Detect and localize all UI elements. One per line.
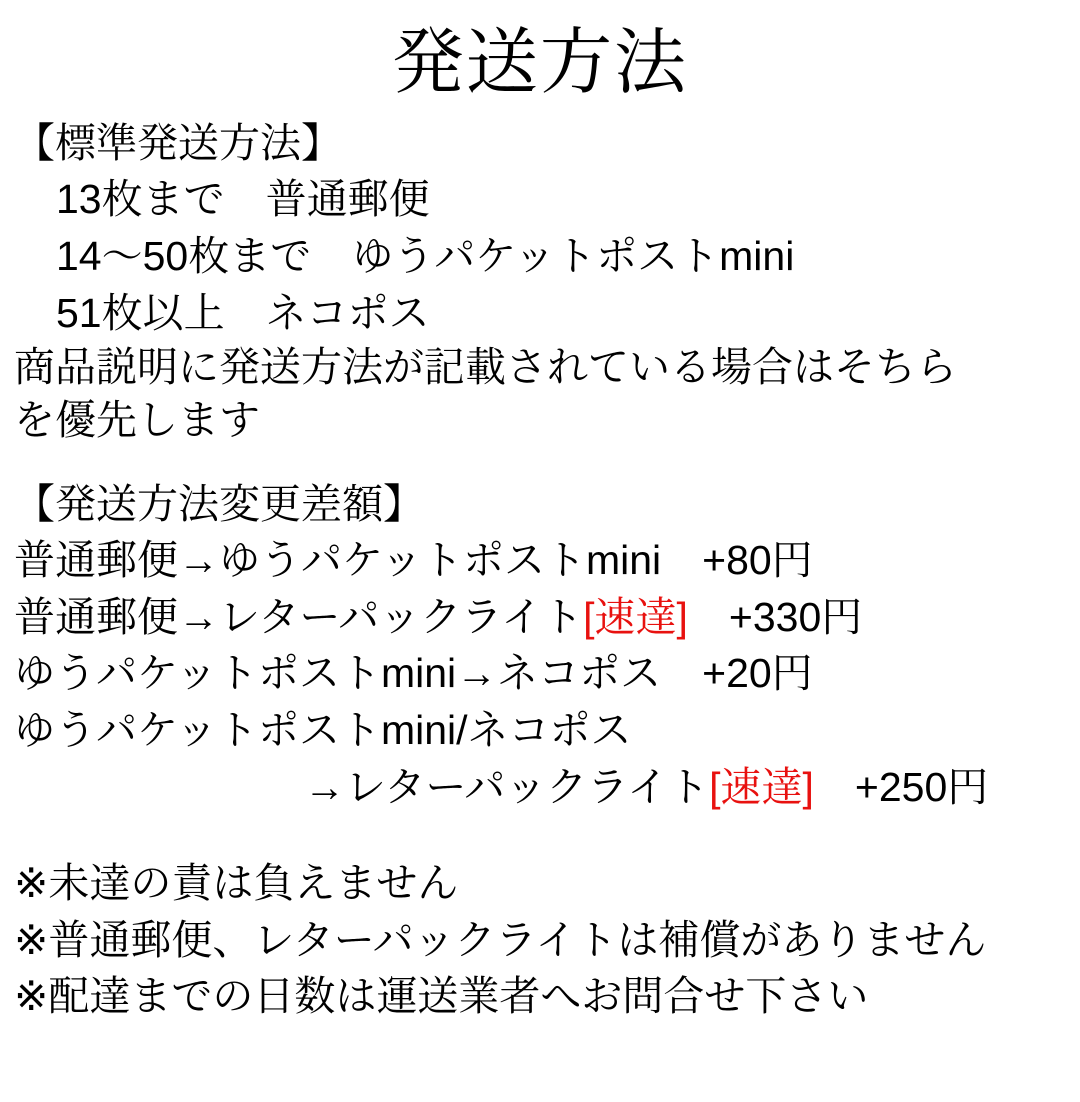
fee-difference-row-1 [14,532,1066,589]
standard-shipping-section [14,115,1066,448]
fee-difference-row-3-price: +20円 [661,650,813,697]
standard-shipping-item-3: 51枚以上 ネコポス [56,289,430,336]
standard-shipping-heading: 【標準発送方法】 [14,119,342,166]
page-title: 発送方法 [391,23,688,103]
fee-difference-row-3-route: ゆうパケットポストmini→ネコポス [14,650,662,697]
fee-difference-row-3 [14,645,1066,702]
notice-item-3: ※配達までの日数は運送業者へお問合せ下さい [14,973,869,1020]
document-page [0,22,1080,1102]
standard-shipping-note-line-1: 商品説明に発送方法が記載されている場合はそちら [14,344,957,391]
section-spacer-1 [14,448,1066,476]
notices-section [14,855,1066,1025]
standard-shipping-item-2: 14〜50枚まで ゆうパケットポストmini [56,232,795,279]
fee-difference-row-4-line-2 [14,759,1066,816]
notice-item-2: ※普通郵便、レターパックライトは補償がありません [14,916,987,963]
fee-difference-heading: 【発送方法変更差額】 [14,480,424,527]
fee-difference-row-1-route: 普通郵便→ゆうパケットポストmini [14,537,662,584]
fee-difference-row-1-price: +80円 [661,537,813,584]
standard-shipping-note-line-2: を優先します [14,397,260,444]
section-spacer-2 [14,815,1066,855]
notice-item-1: ※未達の責は負えません [14,860,459,907]
fee-difference-row-4-express-tag: [速達] [709,763,814,810]
fee-difference-section [14,476,1066,815]
fee-difference-row-4-route: →レターパックライト [304,763,710,810]
fee-difference-row-2-price: +330円 [687,593,863,640]
fee-difference-row-4-price: +250円 [813,763,989,810]
fee-difference-row-2-route: 普通郵便→レターパックライト [14,593,584,640]
standard-shipping-item-1: 13枚まで 普通郵便 [56,176,430,223]
fee-difference-row-2 [14,589,1066,646]
fee-difference-row-4-line-1: ゆうパケットポストmini/ネコポス [14,707,632,754]
fee-difference-row-2-express-tag: [速達] [583,593,688,640]
